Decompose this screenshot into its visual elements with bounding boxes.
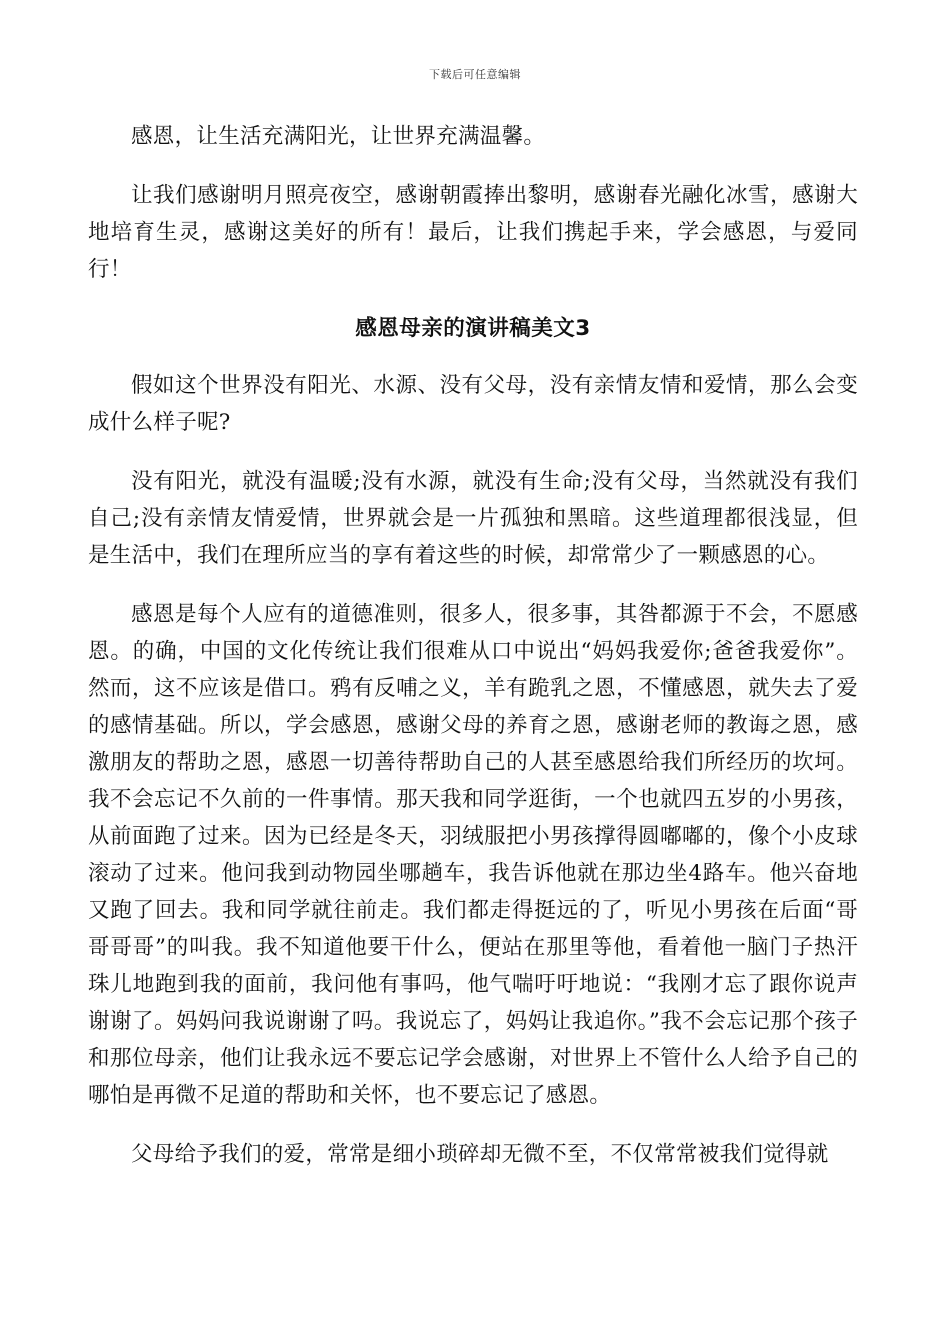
- paragraph-3: 假如这个世界没有阳光、水源、没有父母，没有亲情友情和爱情，那么会变成什么样子呢?: [88, 373, 858, 435]
- paragraph-5: 感恩是每个人应有的道德准则，很多人，很多事，其咎都源于不会，不愿感恩。的确，中国的文化传统让我们很难从口中说出“妈妈我爱你;爸爸我爱你”。然而，这不应该是借口。鸦有反哺之义，羊有跪乳之恩，不懂感恩，就失去了爱的感情基础。所以，学会感恩，感谢父母的养育之恩，感谢老师的教诲之恩，感激朋友的帮助之恩，感恩一切善待帮助自己的人甚至感恩给我们所经历的坎坷。我不会忘记不久前的一件事情。那天我和同学逛街，一个也就四五岁的小男孩，从前面跑了过来。因为已经是冬天，羽绒服把小男孩撑得圆嘟嘟的，像个小皮球滚动了过来。他问我到动物园坐哪趟车，我告诉他就在那边坐4路车。他兴奋地又跑了回去。我和同学就往前走。我们都走得挺远的了，听见小男孩在后面“哥哥哥哥”的叫我。我不知道他要干什么，便站在那里等他，看着他一脑门子热汗珠儿地跑到我的面前，我问他有事吗，他气喘吁吁地说：“我刚才忘了跟你说声谢谢了。妈妈问我说谢谢了吗。我说忘了，妈妈让我追你。”我不会忘记那个孩子和那位母亲，他们让我永远不要忘记学会感谢，对世界上不管什么人给予自己的哪怕是再微不足道的帮助和关怀，也不要忘记了感恩。: [88, 602, 858, 1108]
- paragraph-2: 让我们感谢明月照亮夜空，感谢朝霞捧出黎明，感谢春光融化冰雪，感谢大地培育生灵，感谢这美好的所有！最后，让我们携起手来，学会感恩，与爱同行！: [88, 183, 858, 282]
- page-header-note: 下载后可任意编辑: [429, 68, 521, 81]
- document-body: [88, 118, 858, 1195]
- paragraph-1: 感恩，让生活充满阳光，让世界充满温馨。: [131, 124, 546, 149]
- section-title: 感恩母亲的演讲稿美文3: [355, 316, 591, 341]
- paragraph-6: 父母给予我们的爱，常常是细小琐碎却无微不至，不仅常常被我们觉得就: [131, 1142, 829, 1167]
- paragraph-4: 没有阳光，就没有温暖;没有水源，就没有生命;没有父母，当然就没有我们自己;没有亲情友情爱情，世界就会是一片孤独和黑暗。这些道理都很浅显，但是生活中，我们在理所应当的享有着这些的时候，却常常少了一颗感恩的心。: [88, 469, 858, 568]
